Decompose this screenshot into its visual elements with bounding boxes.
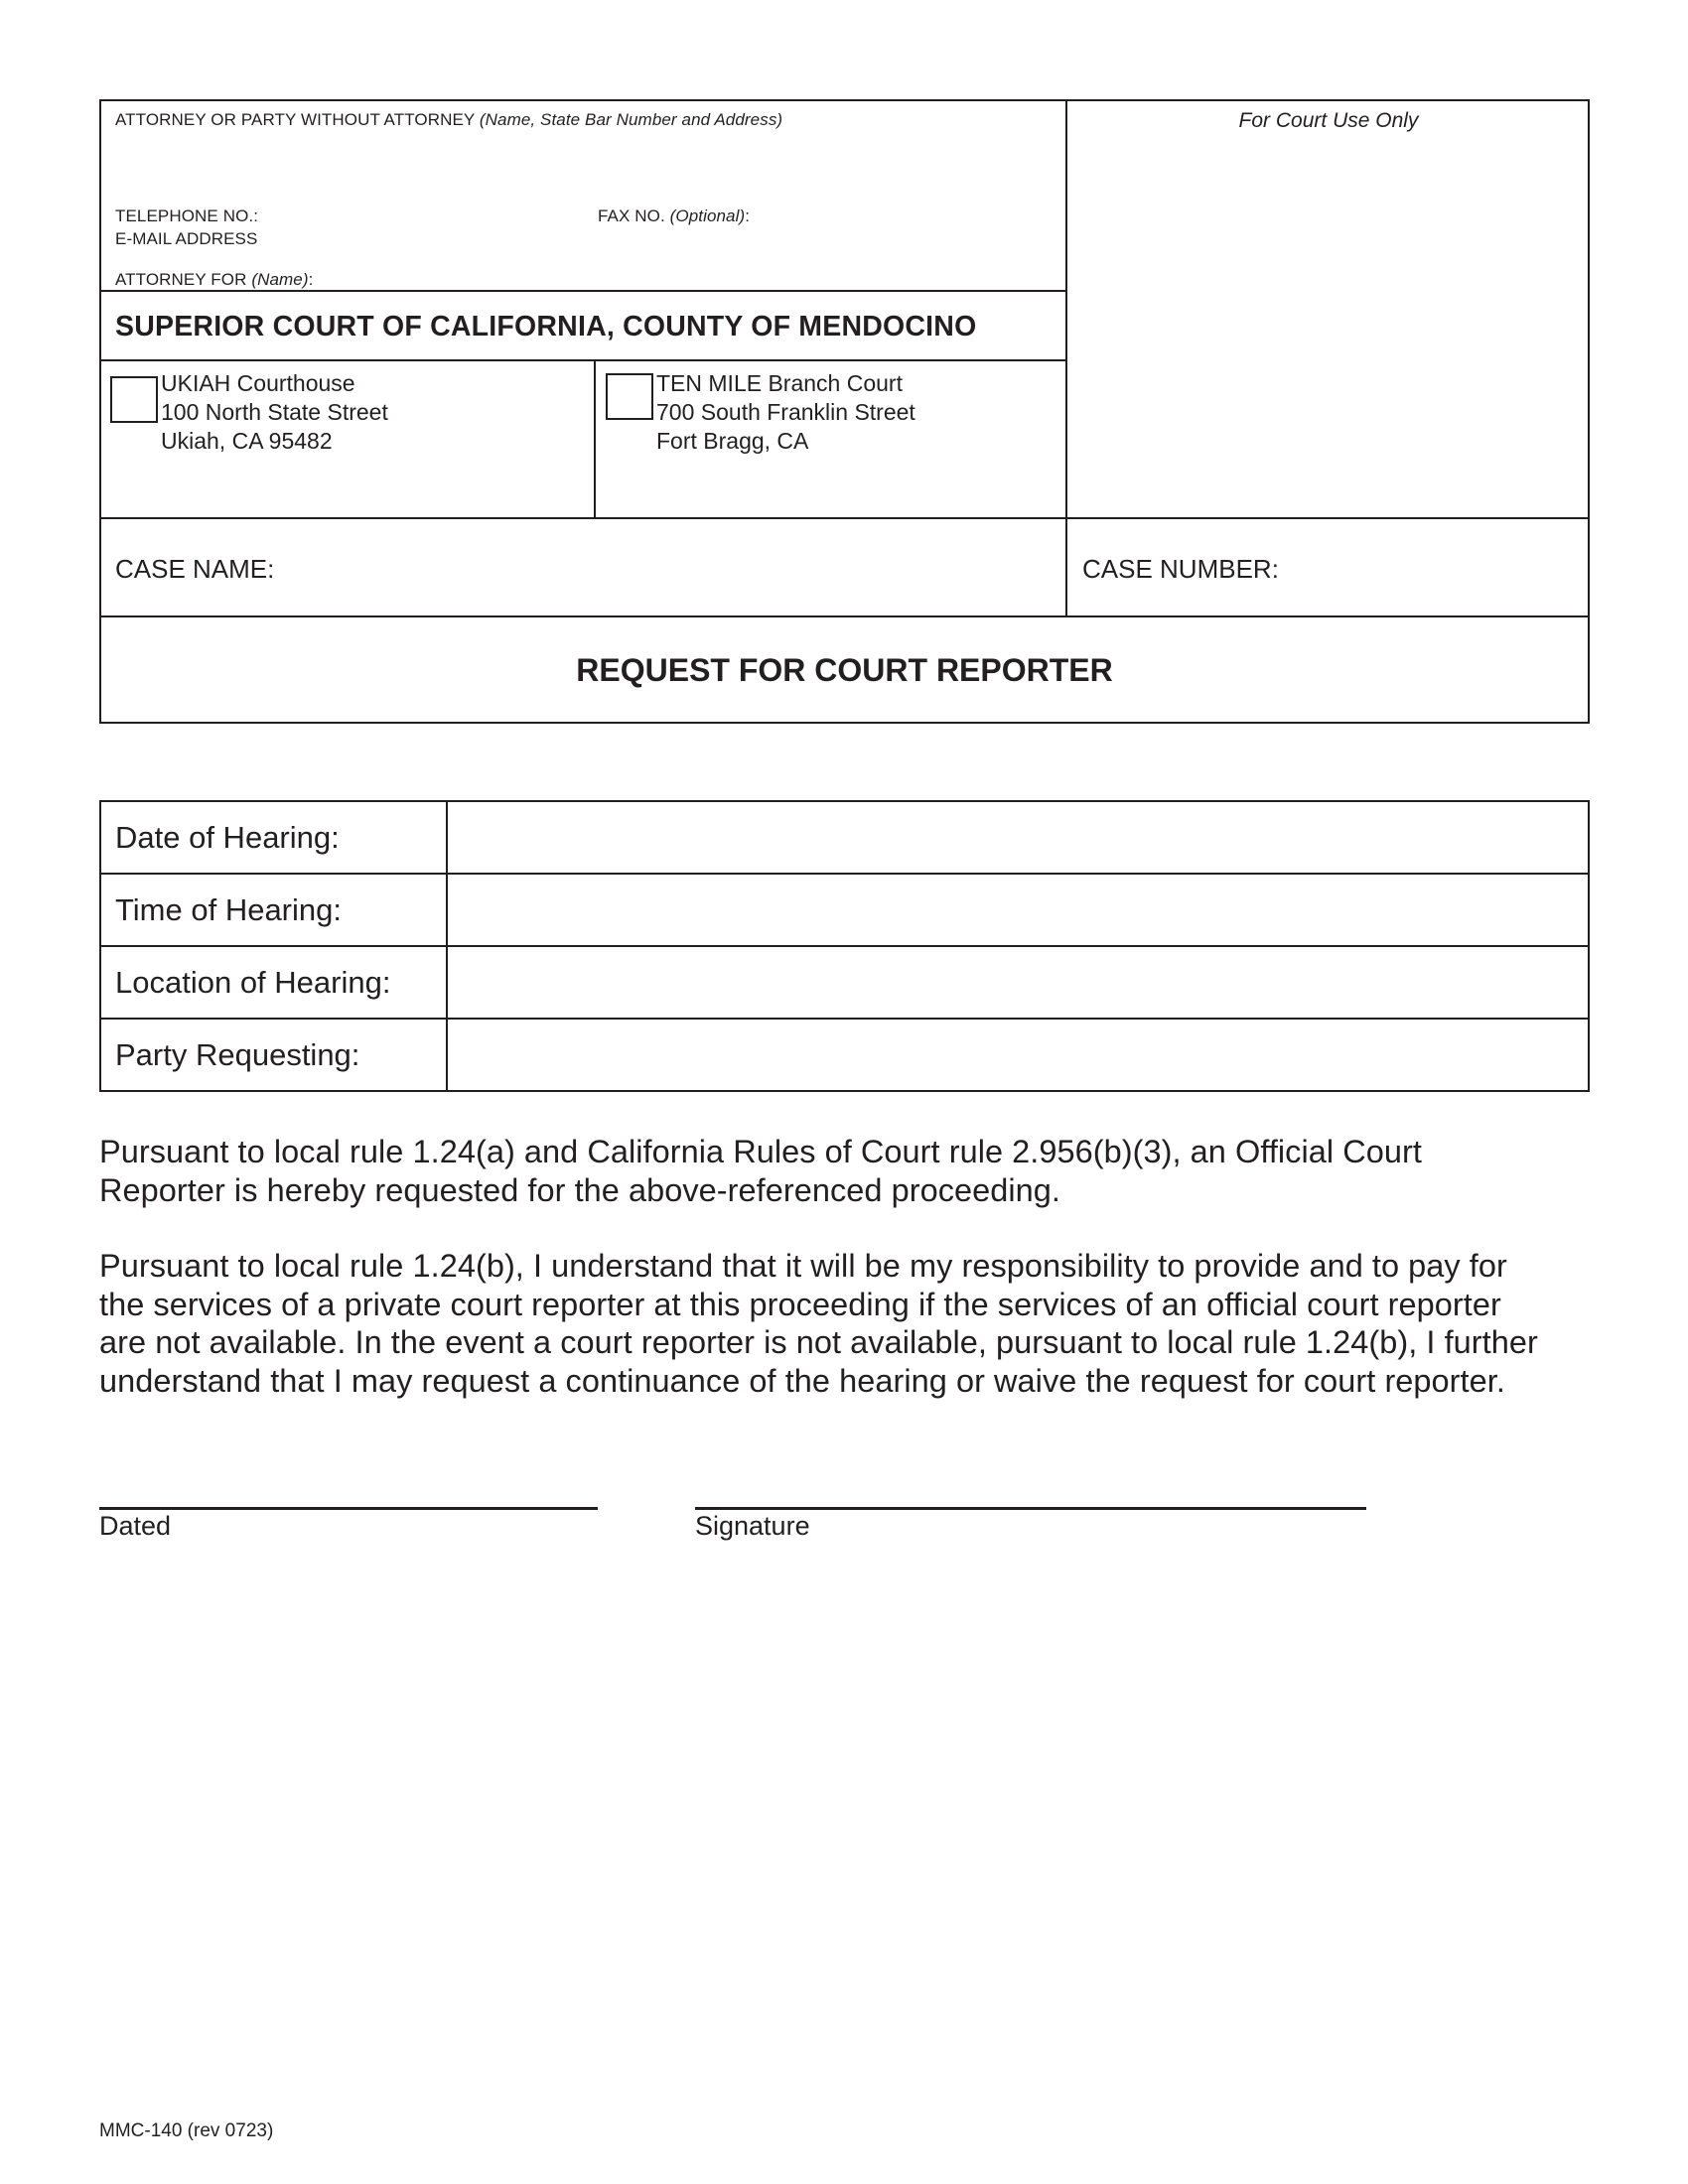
- form-code: MMC-140 (rev 0723): [99, 2120, 274, 2141]
- date-of-hearing-input[interactable]: [449, 803, 1587, 873]
- dated-label: Dated: [99, 1511, 172, 1541]
- hearing-table-row-divider: [99, 1018, 1590, 1020]
- location-of-hearing-input[interactable]: [449, 948, 1587, 1018]
- email-label: E-MAIL ADDRESS: [115, 229, 258, 248]
- responsibility-paragraph: [99, 1247, 1609, 1400]
- ten-mile-branch-address: [656, 369, 915, 456]
- responsibility-paragraph-line: the services of a private court reporter at this proceeding if the services of an official court reporter: [99, 1286, 1501, 1322]
- ukiah-courthouse-address: [161, 369, 388, 456]
- telephone-label: TELEPHONE NO.:: [115, 206, 259, 225]
- form-title: REQUEST FOR COURT REPORTER: [576, 652, 1113, 688]
- ten-mile-branch-city: Fort Bragg, CA: [656, 428, 809, 454]
- responsibility-paragraph-line: are not available. In the event a court reporter is not available, pursuant to local rule 1.24(b), I further: [99, 1324, 1538, 1360]
- signature-label: Signature: [695, 1511, 810, 1541]
- divider-case-row-bottom: [99, 615, 1590, 617]
- time-of-hearing-input[interactable]: [449, 876, 1587, 945]
- party-requesting-input[interactable]: [449, 1021, 1587, 1090]
- hearing-table-row-divider: [99, 873, 1590, 875]
- fax-label: FAX NO. (Optional):: [598, 206, 751, 225]
- divider-case-row-top: [99, 517, 1590, 519]
- request-paragraph: [99, 1133, 1609, 1209]
- party-requesting-label: Party Requesting:: [115, 1037, 360, 1072]
- date-of-hearing-label: Date of Hearing:: [115, 820, 340, 855]
- case-name-label: CASE NAME:: [115, 554, 275, 584]
- court-title: SUPERIOR COURT OF CALIFORNIA, COUNTY OF MENDOCINO: [115, 311, 977, 342]
- case-number-label: CASE NUMBER:: [1082, 554, 1279, 584]
- dated-line[interactable]: [99, 1507, 598, 1510]
- responsibility-paragraph-line: Pursuant to local rule 1.24(b), I understand that it will be my responsibility to provide and to pay for: [99, 1248, 1507, 1284]
- ukiah-courthouse-name: UKIAH Courthouse: [161, 370, 355, 396]
- request-paragraph-line: Reporter is hereby requested for the above-referenced proceeding.: [99, 1171, 1060, 1208]
- responsibility-paragraph-line: understand that I may request a continuance of the hearing or waive the request for court reporter.: [99, 1362, 1505, 1399]
- attorney-label: ATTORNEY OR PARTY WITHOUT ATTORNEY (Name, State Bar Number and Address): [115, 110, 783, 129]
- ukiah-courthouse-checkbox[interactable]: [110, 376, 158, 423]
- divider-attorney-bottom: [99, 290, 1067, 292]
- request-paragraph-line: Pursuant to local rule 1.24(a) and California Rules of Court rule 2.956(b)(3), an Official Court: [99, 1134, 1422, 1169]
- divider-court-title-bottom: [99, 359, 1067, 361]
- location-of-hearing-label: Location of Hearing:: [115, 965, 391, 1000]
- ukiah-courthouse-city: Ukiah, CA 95482: [161, 428, 333, 454]
- divider-courthouses: [594, 359, 596, 518]
- divider-court-use-column: [1065, 99, 1067, 617]
- ten-mile-branch-name: TEN MILE Branch Court: [656, 370, 903, 396]
- signature-line[interactable]: [695, 1507, 1366, 1510]
- ten-mile-branch-street: 700 South Franklin Street: [656, 399, 915, 425]
- ukiah-courthouse-street: 100 North State Street: [161, 399, 388, 425]
- attorney-for-label: ATTORNEY FOR (Name):: [115, 270, 314, 289]
- ten-mile-branch-checkbox[interactable]: [606, 373, 653, 420]
- court-use-only-label: For Court Use Only: [1238, 109, 1419, 132]
- time-of-hearing-label: Time of Hearing:: [115, 892, 342, 927]
- hearing-table-row-divider: [99, 945, 1590, 947]
